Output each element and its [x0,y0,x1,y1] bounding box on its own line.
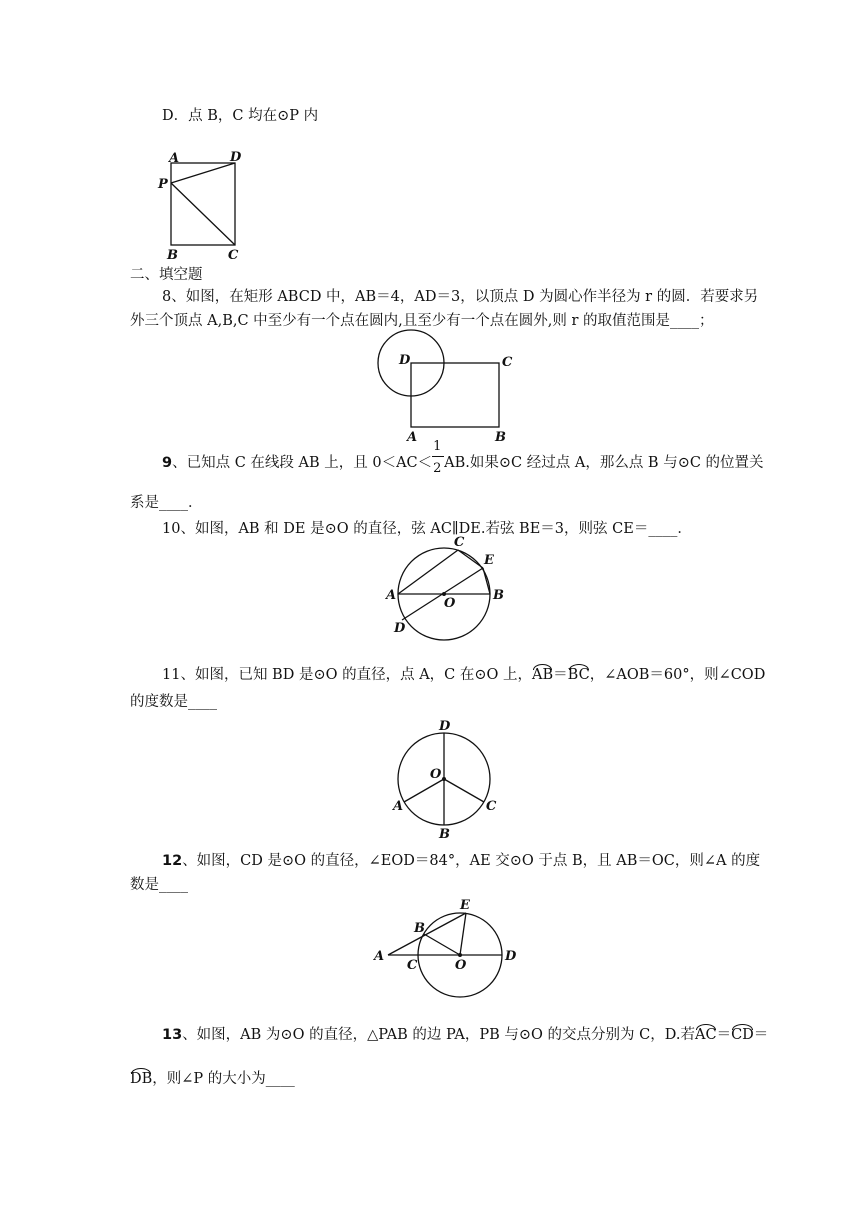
q11-line2: 的度数是____ [130,694,217,710]
label-o: O [455,958,467,973]
label-a: A [386,588,397,603]
label-d: D [394,621,406,636]
q13-eq1: ＝ [716,1027,732,1043]
q13-line2 [130,1070,295,1088]
q10-text: 10、如图，AB 和 DE 是⊙O 的直径，弦 AC∥DE.若弦 BE＝3，则弦 CE＝____． [162,521,692,537]
q8-line2: 外三个顶点 A,B,C 中至少有一个点在圆内,且至少有一个点在圆外,则 r 的取值范围是____； [130,313,714,329]
fraction-one-half [432,439,444,476]
q13-part1: 、如图，AB 为⊙O 的直径，△PAB 的边 PA，PB 与⊙O 的交点分别为 C，D.若 [182,1027,695,1043]
q11-part2: ，∠AOB＝60°，则∠COD [589,667,766,683]
label-e: E [460,898,470,913]
q9-number: 9 [162,455,173,471]
arc-ac: AC [694,1027,717,1043]
q13-part2: ，则∠P 的大小为____ [152,1071,295,1087]
label-c: C [486,799,497,814]
figure-q7-rectangle [150,148,260,263]
q9-line1 [162,439,764,476]
label-d: D [230,150,242,165]
section-title: 二、填空题 [130,267,203,283]
label-o: O [444,596,456,611]
label-a: A [393,799,404,814]
label-c: C [502,355,513,370]
fraction-numerator: 1 [433,439,442,454]
figure-q11-circle-radii [385,716,505,840]
q12-line2: 数是____ [130,877,188,893]
option-d: D．点 B，C 均在⊙P 内 [162,108,319,124]
label-d: D [505,949,517,964]
figure-q8-rectangle-circle [370,326,520,446]
label-b: B [167,248,178,263]
figure-q10-circle-diameters [380,534,520,644]
arc-db: DB [130,1071,153,1087]
label-b: B [414,921,425,936]
q9-part1: 、已知点 C 在线段 AB 上，且 0＜AC＜ [172,455,433,471]
fraction-denominator: 2 [433,461,442,476]
label-d: D [439,719,451,734]
arc-ab: AB [532,667,554,683]
arc-cd: CD [731,1027,754,1043]
q11-part1: 11、如图，已知 BD 是⊙O 的直径，点 A，C 在⊙O 上， [162,667,533,683]
q11-eq: ＝ [553,667,568,683]
label-e: E [484,553,494,568]
label-c: C [228,248,239,263]
q9-line2: 系是____． [130,495,203,511]
q12-number: 12 [162,853,183,869]
label-c: C [454,535,465,550]
label-b: B [493,588,504,603]
q9-part2: AB.如果⊙C 经过点 A，那么点 B 与⊙C 的位置关 [444,455,764,471]
q11-line1 [162,666,765,684]
label-a: A [169,151,180,166]
q12-line1 [162,852,760,870]
label-b: B [439,827,450,842]
label-a: A [374,949,385,964]
label-o: O [430,767,442,782]
q13-eq2: ＝ [753,1027,769,1043]
arc-bc: BC [567,667,590,683]
label-a: A [407,430,418,445]
label-b: B [495,430,506,445]
q12-part1: 、如图，CD 是⊙O 的直径，∠EOD＝84°，AE 交⊙O 于点 B，且 AB＝OC，则∠A 的度 [182,853,761,869]
label-d: D [399,353,411,368]
q13-number: 13 [162,1027,183,1043]
figure-q12-circle-secant [370,896,520,1004]
q13-line1 [162,1026,768,1044]
q8-line1: 8、如图，在矩形 ABCD 中，AB＝4，AD＝3，以顶点 D 为圆心作半径为 r 的圆．若要求另 [162,289,759,305]
label-p: P [158,177,168,192]
label-c: C [407,958,418,973]
